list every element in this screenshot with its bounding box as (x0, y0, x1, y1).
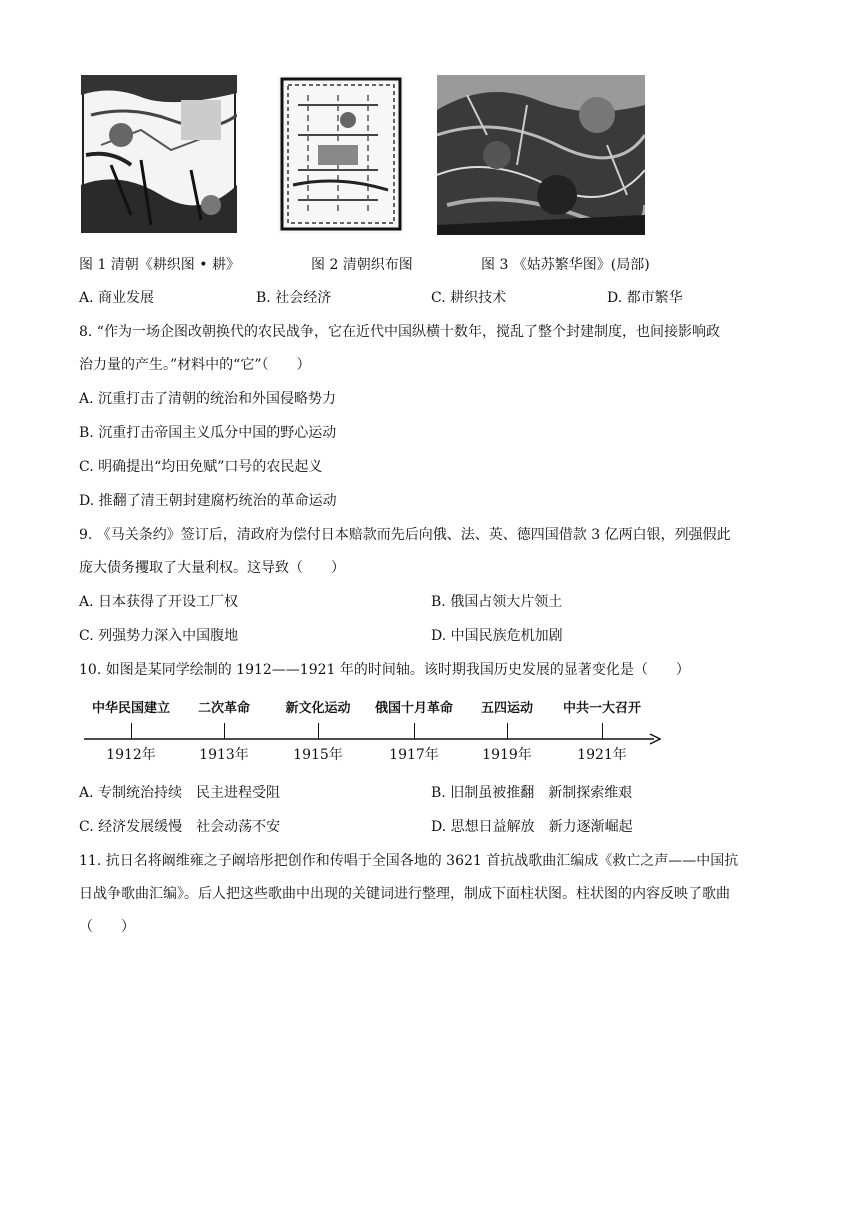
timeline-tick (414, 723, 415, 739)
timeline-tick (318, 723, 319, 739)
q8-option-b: B. 沉重打击帝国主义瓜分中国的野心运动 (79, 425, 337, 441)
q7-option-a: A. 商业发展 (79, 290, 155, 306)
timeline-year: 1917年 (389, 747, 439, 763)
timeline-year: 1919年 (482, 747, 532, 763)
q9-option-b: B. 俄国占领大片领土 (431, 594, 563, 610)
q11-stem-line3: （ ） (79, 919, 135, 935)
q7-option-c: C. 耕织技术 (431, 290, 507, 306)
q9-option-a: A. 日本获得了开设工厂权 (79, 594, 239, 610)
q9-option-c: C. 列强势力深入中国腹地 (79, 628, 239, 644)
timeline-tick (224, 723, 225, 739)
q8-option-d: D. 推翻了清王朝封建腐朽统治的革命运动 (79, 493, 337, 509)
q11-stem-line2: 日战争歌曲汇编》。后人把这些歌曲中出现的关键词进行整理，制成下面柱状图。柱状图的内容反映了歌曲 (79, 886, 730, 902)
q8-stem-line2: 治力量的产生。”材料中的“它”（ ） (79, 357, 311, 373)
figure-3-image (437, 75, 645, 235)
q7-option-b: B. 社会经济 (256, 290, 332, 306)
timeline-year: 1921年 (577, 747, 627, 763)
figure-2-image (278, 75, 404, 233)
timeline-year: 1913年 (199, 747, 249, 763)
q10-option-b: B. 旧制虽被推翻 新制探索维艰 (431, 785, 633, 801)
q8-option-a: A. 沉重打击了清朝的统治和外国侵略势力 (79, 391, 337, 407)
timeline-year: 1912年 (106, 747, 156, 763)
q10-option-c: C. 经济发展缓慢 社会动荡不安 (79, 819, 281, 835)
q9-stem-line2: 庞大债务攫取了大量利权。这导致（ ） (79, 560, 345, 576)
timeline-event: 五四运动 (480, 701, 534, 716)
q9-stem-line1: 9. 《马关条约》签订后，清政府为偿付日本赔款而先后向俄、法、英、德四国借款 3 亿两白银，列强假此 (79, 527, 731, 543)
timeline-event: 中共一大召开 (562, 701, 642, 716)
timeline-event: 二次革命 (197, 701, 251, 716)
timeline-event: 俄国十月革命 (374, 701, 454, 716)
timeline-tick (602, 723, 603, 739)
timeline-axis (84, 732, 664, 746)
q11-stem-line1: 11. 抗日名将阚维雍之子阚培彤把创作和传唱于全国各地的 3621 首抗战歌曲汇编成《救亡之声——中国抗 (79, 853, 739, 869)
q8-stem-line1: 8. “作为一场企图改朝换代的农民战争，它在近代中国纵横十数年，搅乱了整个封建制度，也间接影响政 (79, 324, 720, 340)
timeline-tick (131, 723, 132, 739)
timeline-tick (507, 723, 508, 739)
figure-1-caption: 图 1 清朝《耕织图 • 耕》 (79, 257, 240, 273)
q9-option-d: D. 中国民族危机加剧 (431, 628, 563, 644)
timeline-event: 中华民国建立 (91, 701, 171, 716)
q8-option-c: C. 明确提出“均田免赋”口号的农民起义 (79, 459, 323, 475)
timeline-event: 新文化运动 (285, 701, 351, 716)
q10-option-d: D. 思想日益解放 新力逐渐崛起 (431, 819, 633, 835)
figure-1-image (81, 75, 237, 233)
q7-option-d: D. 都市繁华 (607, 290, 683, 306)
figure-2-caption: 图 2 清朝织布图 (311, 257, 413, 273)
figure-3-caption: 图 3 《姑苏繁华图》(局部) (481, 257, 650, 273)
q10-stem: 10. 如图是某同学绘制的 1912——1921 年的时间轴。该时期我国历史发展的显著变化是（ ） (79, 662, 690, 678)
timeline-year: 1915年 (293, 747, 343, 763)
q10-option-a: A. 专制统治持续 民主进程受阻 (79, 785, 281, 801)
